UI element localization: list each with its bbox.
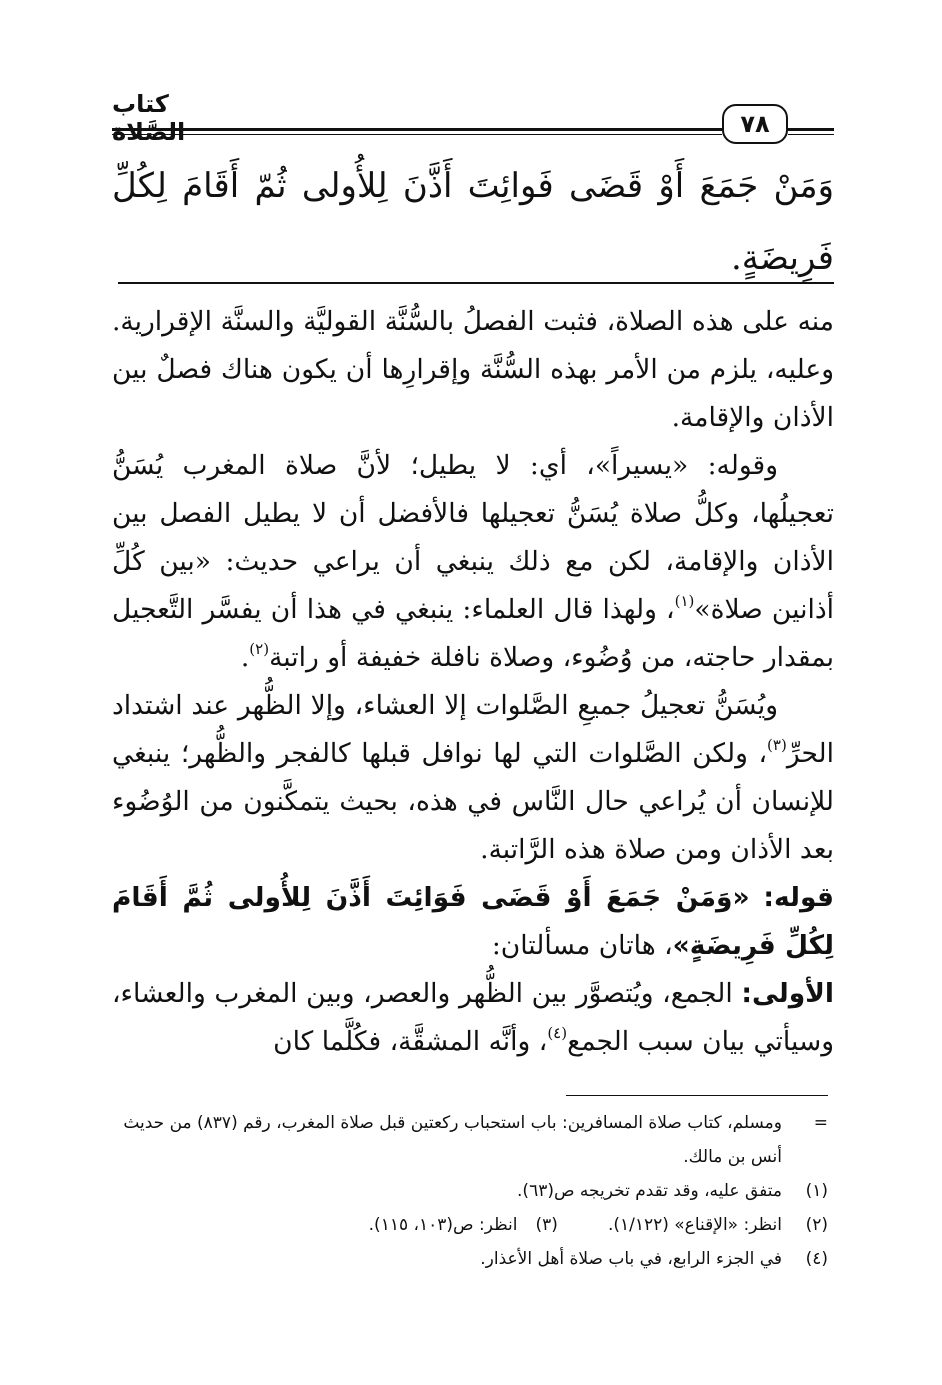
paragraph-text: ، وأنَّه المشقَّة، فكُلَّما كان [273,1026,548,1057]
footnote [112,1174,828,1208]
paragraph-text: ، ولهذا قال العلماء: ينبغي في هذا أن يفسَّر التَّعجيل بمقدار حاجته، من وُضُوء، وصلاة نافلة خفيفة أو راتبة [112,594,834,673]
point-label: الأولى: [741,978,834,1009]
paragraph [112,442,834,682]
footnote-divider [566,1095,828,1096]
paragraph-text: ويُسَنُّ تعجيلُ جميعِ الصَّلوات إلا العشاء، وإلا الظُّهر عند اشتداد الحرِّ [112,690,834,769]
paragraph-text: ، ولكن الصَّلوات التي لها نوافل قبلها كالفجر والظُّهر؛ ينبغي للإنسان أن يُراعي حال النَّاس في هذه، بحيث يتمكَّنون من الوُضُوء بعد الأذان ومن صلاة هذه الرَّاتبة. [112,738,834,865]
footnote [112,1106,828,1174]
footnote-ref[interactable]: (١) [674,592,695,610]
header-rule [788,134,834,135]
paragraph [112,874,834,970]
footnote-ref[interactable]: (٣) [767,736,787,754]
paragraph-text: وقوله: «يسيراً»، أي: لا يطيل؛ لأنَّ صلاة المغرب يُسَنُّ تعجيلُها، وكلُّ صلاة يُسَنُّ تعجيلها فالأفضل أن لا يطيل الفصل بين الأذان والإقامة، لكن مع ذلك ينبغي أن يراعي حديث: «بين كُلِّ أذانين صلاة» [112,450,834,625]
footnote-number: (٢) [805,1215,828,1235]
footnote [112,1208,828,1242]
page-header [112,88,834,150]
paragraph [112,970,834,1066]
quoted-matn: «وَمَنْ جَمَعَ أَوْ قَضَى فَوَائِتَ أَذَّنَ لِلأُولى ثُمَّ أَقَامَ لِكُلِّ فَرِيضَةٍ» [112,882,834,961]
footnote-gap [558,1208,608,1242]
footnote-number: (٣) [535,1215,558,1235]
footnote-text: في الجزء الرابع، في باب صلاة أهل الأعذار. [480,1249,782,1269]
footnote-ref[interactable]: (٢) [249,640,270,658]
footnote-text [112,1208,782,1242]
footnote-ref[interactable]: (٤) [547,1024,568,1042]
paragraph: منه على هذه الصلاة، فثبت الفصلُ بالسُّنَّة القوليَّة والسنَّة الإقرارية. وعليه، يلزم من الأمر بهذه السُّنَّة وإقرارِها أن يكون هناك فصلٌ بين الأذان والإقامة. [112,306,834,433]
footnotes [112,1106,828,1276]
footnote-number: = [813,1113,828,1133]
header-rule [788,128,834,131]
footnote-text: متفق عليه، وقد تقدم تخريجه ص(٦٣). [517,1181,782,1201]
matn-text: وَمَنْ جَمَعَ أَوْ قَضَى فَوائِتَ أَذَّنَ لِلأُولى ثُمّ أَقَامَ لِكُلِّ فَرِيضَةٍ. [112,166,834,278]
paragraph-text: الجمع، ويُتصوَّر بين الظُّهر والعصر، وبين المغرب والعشاء، وسيأتي بيان سبب الجمع [112,978,834,1057]
footnote-text: انظر: ص(١٠٣، ١١٥). [368,1215,518,1235]
page-number: ٧٨ [722,104,788,144]
footnote-number: (٤) [805,1249,828,1269]
commentary [112,298,834,1066]
book-title: كتاب الصَّلاة [112,90,186,146]
footnote [112,1242,828,1276]
footnote-text: ومسلم، كتاب صلاة المسافرين: باب استحباب ركعتين قبل صلاة المغرب، رقم (٨٣٧) من حديث أنس بن مالك. [123,1113,782,1167]
paragraph-text: . [240,642,250,673]
matn-divider [118,282,834,284]
paragraph-text: ، هاتان مسألتان: [491,930,673,961]
footnote-text: انظر: «الإقناع» (١/١٢٢). [607,1215,782,1235]
footnote-number: (١) [805,1181,828,1201]
paragraph [112,682,834,874]
quote-label: قوله: [763,882,834,913]
footnote-gap [518,1208,536,1242]
